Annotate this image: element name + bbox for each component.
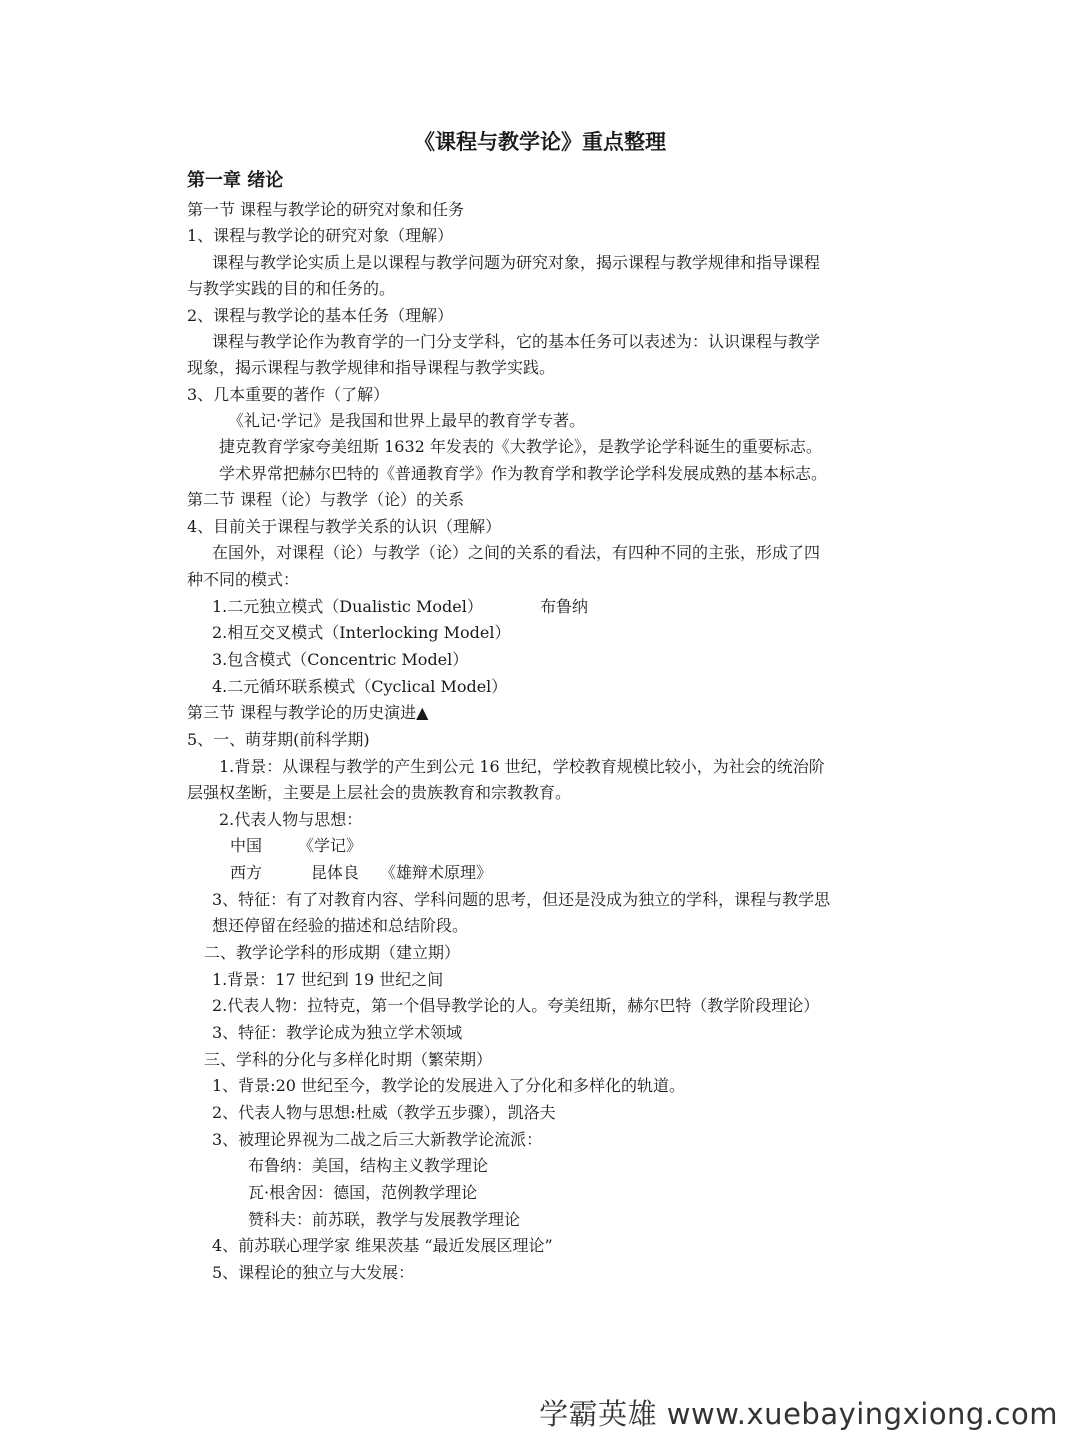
page-title: 《课程与教学论》重点整理 xyxy=(414,129,666,154)
paragraph-line: 课程与教学论实质上是以课程与教学问题为研究对象，揭示课程与教学规律和指导课程 xyxy=(212,253,821,272)
paragraph-line: 现象，揭示课程与教学规律和指导课程与教学实践。 xyxy=(187,358,556,377)
model-item: 2.相互交叉模式（Interlocking Model） xyxy=(212,623,511,642)
paragraph-line: 2.代表人物：拉特克，第一个倡导教学论的人。夸美纽斯，赫尔巴特（教学阶段理论） xyxy=(212,996,820,1015)
item-heading: 3、几本重要的著作（了解） xyxy=(187,385,390,404)
school-item: 赞科夫：前苏联，教学与发展教学理论 xyxy=(248,1210,521,1229)
paragraph-line: 学术界常把赫尔巴特的《普通教育学》作为教育学和教学论学科发展成熟的基本标志。 xyxy=(219,464,828,483)
work-title: 《雄辩术原理》 xyxy=(380,863,493,882)
paragraph-line: 与教学实践的目的和任务的。 xyxy=(187,279,396,298)
item-heading: 4、目前关于课程与教学关系的认识（理解） xyxy=(187,517,502,536)
paragraph-line: 2、代表人物与思想:杜威（教学五步骤），凯洛夫 xyxy=(212,1103,556,1122)
paragraph-line: 捷克教育学家夸美纽斯 1632 年发表的《大教学论》，是教学论学科诞生的重要标志。 xyxy=(219,437,822,456)
chapter-heading: 第一章 绪论 xyxy=(187,170,284,191)
region-label: 中国 xyxy=(230,836,263,855)
model-item: 4.二元循环联系模式（Cyclical Model） xyxy=(212,677,508,696)
section-heading: 第一节 课程与教学论的研究对象和任务 xyxy=(187,200,465,219)
paragraph-line: 在国外，对课程（论）与教学（论）之间的关系的看法，有四种不同的主张，形成了四 xyxy=(212,543,821,562)
work-title: 《学记》 xyxy=(298,836,363,855)
paragraph-line: 5、课程论的独立与大发展： xyxy=(212,1263,415,1282)
school-item: 布鲁纳：美国，结构主义教学理论 xyxy=(248,1156,489,1175)
paragraph-line: 层强权垄断，主要是上层社会的贵族教育和宗教教育。 xyxy=(187,783,572,802)
paragraph-line: 1.背景：从课程与教学的产生到公元 16 世纪，学校教育规模比较小，为社会的统治阶 xyxy=(219,757,825,776)
item-heading: 1、课程与教学论的研究对象（理解） xyxy=(187,226,454,245)
model-item: 3.包含模式（Concentric Model） xyxy=(212,650,469,669)
paragraph-line: 3、特征：教学论成为独立学术领域 xyxy=(212,1023,463,1042)
model-note: 布鲁纳 xyxy=(540,597,589,616)
item-heading: 5、一、萌芽期(前科学期) xyxy=(187,730,370,749)
paragraph-line: 课程与教学论作为教育学的一门分支学科，它的基本任务可以表述为：认识课程与教学 xyxy=(212,332,821,351)
section-heading: 第三节 课程与教学论的历史演进▲ xyxy=(187,703,429,722)
school-item: 瓦·根舍因：德国，范例教学理论 xyxy=(248,1183,478,1202)
region-label: 西方 xyxy=(230,863,263,882)
paragraph-line: 想还停留在经验的描述和总结阶段。 xyxy=(212,916,469,935)
person-name: 昆体良 xyxy=(311,863,360,882)
paragraph-line: 4、前苏联心理学家 维果茨基 “最近发展区理论” xyxy=(212,1236,553,1255)
section-heading: 第二节 课程（论）与教学（论）的关系 xyxy=(187,490,465,509)
paragraph-line: 1.背景：17 世纪到 19 世纪之间 xyxy=(212,970,444,989)
paragraph-line: 3、被理论界视为二战之后三大新教学论流派： xyxy=(212,1130,543,1149)
paragraph-line: 种不同的模式： xyxy=(187,570,300,589)
paragraph-line: 3、特征：有了对教育内容、学科问题的思考，但还是没成为独立的学科，课程与教学思 xyxy=(212,890,831,909)
paragraph-line: 2.代表人物与思想： xyxy=(219,810,363,829)
model-item: 1.二元独立模式（Dualistic Model） xyxy=(212,597,483,616)
paragraph-line: 1、背景:20 世纪至今，教学论的发展进入了分化和多样化的轨道。 xyxy=(212,1076,686,1095)
paragraph-line: 《礼记·学记》是我国和世界上最早的教育学专著。 xyxy=(228,411,586,430)
item-heading: 三、学科的分化与多样化时期（繁荣期） xyxy=(204,1050,493,1069)
site-watermark: 学霸英雄 www.xuebayingxiong.com xyxy=(539,1397,1058,1431)
item-heading: 二、教学论学科的形成期（建立期） xyxy=(204,943,461,962)
item-heading: 2、课程与教学论的基本任务（理解） xyxy=(187,306,454,325)
